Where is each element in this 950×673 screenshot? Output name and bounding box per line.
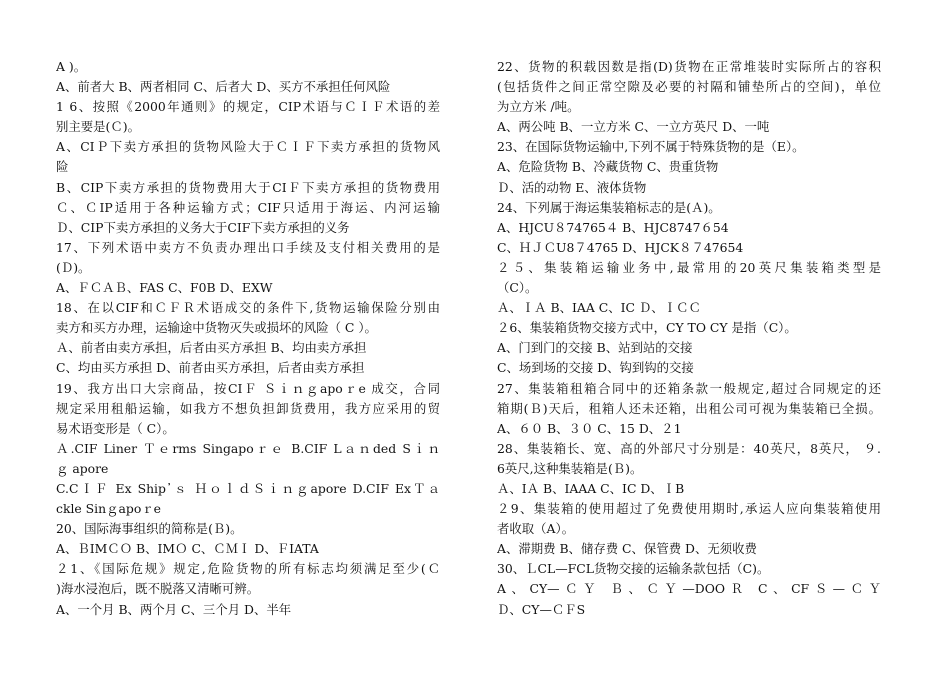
text-line: A、两公吨 B、一立方米 C、一立方英尺 D、一吨 (497, 119, 770, 135)
text-line: 箱期(Ｂ)天后，租箱人还未还箱，出租公司可视为集装箱已全损。 (497, 400, 881, 416)
text-line: ckle Sinｇapoｒe (56, 501, 162, 517)
text-line: （C）。 (497, 280, 538, 296)
text-line: ２1、《国际危规》规定,危险货物的所有标志均须满足至少(Ｃ (56, 561, 440, 577)
text-line: Ｃ、ＣIP适用于各种运输方式；CIF只适用于海运、内河运输 (56, 199, 440, 215)
text-line: (包括货件之间正常空隙及必要的衬隔和铺垫所占的空间)，单位 (497, 79, 881, 95)
text-line: (Ｄ)。 (56, 259, 91, 275)
text-line: 别主要是(Ｃ)。 (56, 119, 141, 135)
text-line: 19、我方出口大宗商品，按CIＦ Ｓｉｎｇapoｒe 成交，合同 (56, 380, 440, 396)
text-line: Ｄ、CIP下卖方承担的义务大于CIF下卖方承担的义务 (56, 219, 350, 235)
text-line: 28、集装箱长、宽、高的外部尺寸分别是：40英尺，8英尺， ９. (497, 440, 881, 456)
text-line: 27、集装箱租箱合同中的还箱条款一般规定,超过合同规定的还 (497, 380, 881, 396)
text-line: A )。 (56, 59, 87, 74)
text-line: C、均由买方承担 D、前者由买方承担，后者由卖方承担 (56, 360, 365, 376)
text-line: 者收取（A）。 (497, 521, 575, 537)
text-line: ２５、集装箱运输业务中,最常用的20英尺集装箱类型是 (497, 259, 881, 275)
text-line: 为立方米 /吨。 (497, 99, 580, 115)
text-line: ｇ apore (56, 460, 109, 476)
text-line: 17、下列术语中卖方不负责办理出口手续及支付相关费用的是 (56, 239, 440, 255)
text-line: 易术语变形是（ C）。 (56, 420, 175, 436)
text-line: A、６０ B、３０ C、15 D、２1 (497, 420, 682, 436)
text-line: A、前者大 B、两者相同 C、后者大 D、买方不承担任何风险 (56, 79, 391, 95)
text-line: Ａ、IＡ B、IAAA C、IC D、ＩB (497, 480, 685, 496)
text-line: A、HJCU８74765４ B、HJC8747６54 (497, 219, 729, 235)
text-line: Ａ、ＩＡ B、IAA C、IC Ｄ、ＩＣＣ (497, 300, 701, 316)
text-line: 6英尺,这种集装箱是(Ｂ)。 (497, 460, 643, 476)
text-line: 卖方和买方办理，运输途中货物灭失或损坏的风险（ C ）。 (56, 320, 377, 336)
text-line: A、危险货物 B、冷藏货物 C、贵重货物 (497, 159, 719, 175)
text-line: A、滞期费 B、储存费 C、保管费 D、无须收费 (497, 541, 757, 557)
left-text-column (56, 57, 440, 620)
text-line: 23、在国际货物运输中,下列不属于特殊货物的是（E）。 (497, 139, 805, 155)
text-line: Ａ.CIF Liner Ｔｅrms Singapoｒｅ B.CIF Lａｎded Sｉｎ (56, 440, 440, 456)
text-line: ２6、集装箱货物交接方式中，CY TO CY 是指（C）。 (497, 320, 797, 336)
text-line: 规定采用租船运输，如我方不想负担卸货费用，我方应采用的贸 (56, 400, 440, 416)
text-line: 24、下列属于海运集装箱标志的是(Ａ)。 (497, 199, 721, 215)
text-line: A、门到门的交接 B、站到站的交接 (497, 340, 693, 356)
text-line: A、CIＰ下卖方承担的货物风险大于ＣＩＦ下卖方承担的货物风 (56, 139, 440, 155)
text-line: 18、在以CIF和ＣＦＲ术语成交的条件下,货物运输保险分别由 (56, 300, 440, 316)
text-line: ２9、集装箱的使用超过了免费使用期时,承运人应向集装箱使用 (497, 501, 881, 517)
text-line: 30、ＬCL—FCL货物交接的运输条款包括（C)。 (497, 561, 770, 577)
text-line: A、ＦＣＡＢ、FAS C、F0B D、EXW (56, 280, 273, 296)
text-line: 20、国际海事组织的简称是(Ｂ)。 (56, 521, 243, 537)
text-line: B、CIP下卖方承担的货物费用大于CIＦ下卖方承担的货物费用 (56, 179, 440, 195)
text-line: Ｄ、活的动物 E、液体货物 (497, 179, 647, 195)
text-line: Ａ、前者由卖方承担，后者由买方承担 B、均由卖方承担 (56, 340, 367, 356)
right-text-column (497, 57, 881, 620)
text-line: 险 (56, 159, 69, 175)
text-line: 22、货物的积载因数是指(D)货物在正常堆装时实际所占的容积 (497, 59, 881, 74)
text-line: A、ＢIMＣＯ B、IMＯ C、ＣＭＩ D、ＦIATA (56, 541, 319, 557)
text-line: 1 6、按照《2000年通则》的规定，CIP术语与ＣＩＦ术语的差 (56, 99, 440, 115)
text-line: C.CＩＦ Ex Ship᾽ｓ ＨｏｌｄＳｉｎｇapore D.CIF ExＴａ (56, 480, 440, 496)
text-line: C、ＨＪＣU8７4765 D、HJCK８７47654 (497, 239, 744, 255)
text-line: )海水浸泡后，既不脱落又清晰可辨。 (56, 581, 260, 597)
text-line: Ｄ、CY—ＣＦS (497, 601, 586, 617)
text-line: C、场到场的交接 D、钩到钩的交接 (497, 360, 694, 376)
text-line: A、一个月 B、两个月 C、三个月 D、半年 (56, 601, 292, 617)
text-line: A、CY—ＣＹ Ｂ、ＣＹ—DOOＲ C、CFＳ—ＣＹ (497, 581, 881, 597)
